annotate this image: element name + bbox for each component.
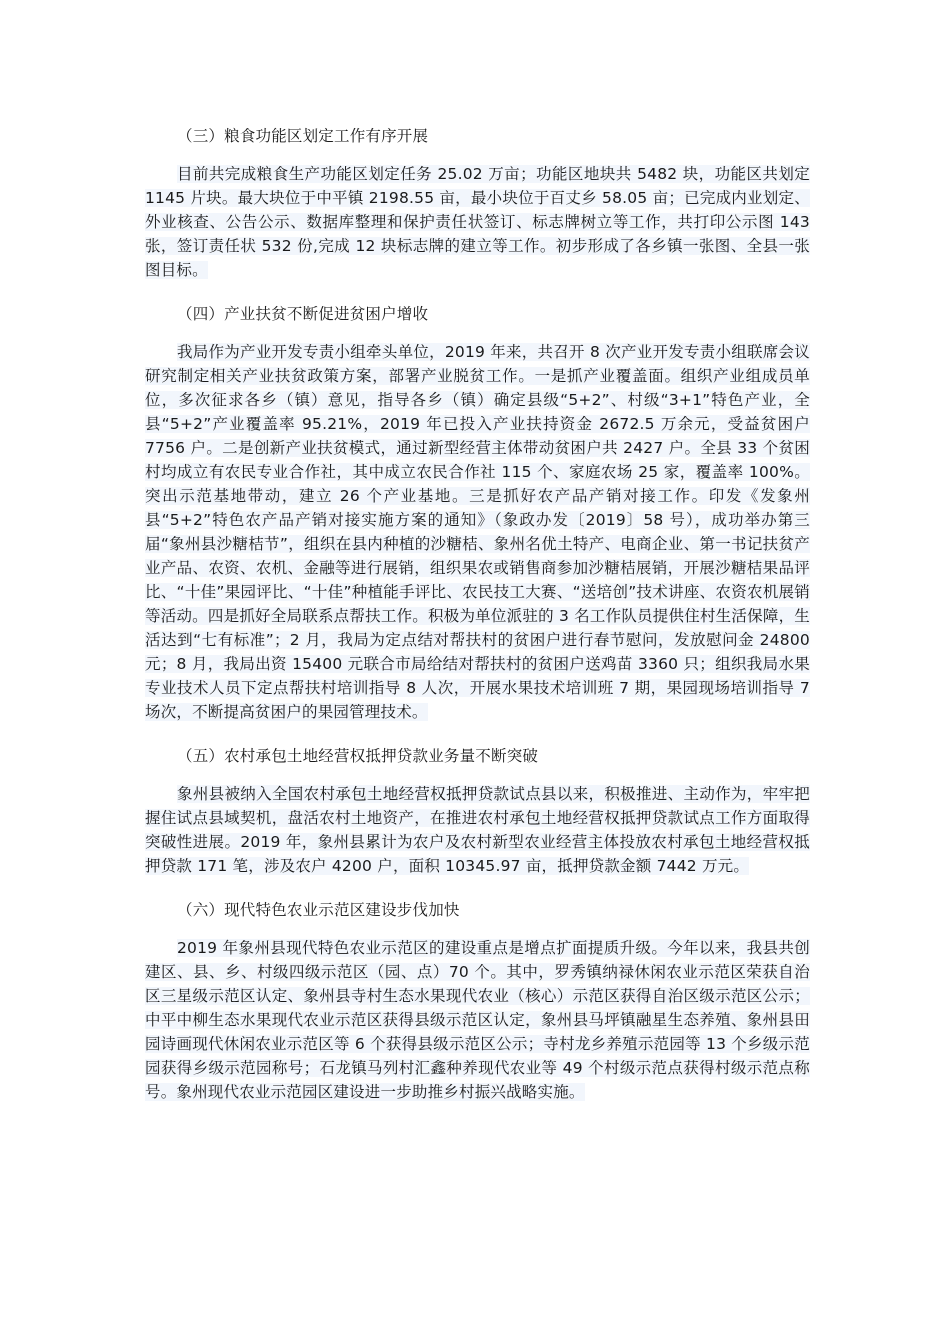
section-heading: （四）产业扶贫不断促进贫困户增收 xyxy=(177,305,429,323)
section-heading: （五）农村承包土地经营权抵押贷款业务量不断突破 xyxy=(177,747,539,765)
section-paragraph: 象州县被纳入全国农村承包土地经营权抵押贷款试点县以来，积极推进、主动作为，牢牢把握住试点县域契机，盘活农村土地资产，在推进农村承包土地经营权抵押贷款试点工作方面取得突破性进展。2019 年，象州县累计为农户及农村新型农业经营主体投放农村承包土地经营权抵押贷款 171 笔，涉及农户 4200 户，面积 10345.97 亩，抵押贷款金额 7442 万元。 xyxy=(145,785,810,875)
section-land-mortgage-loans xyxy=(145,742,810,878)
document-page xyxy=(145,122,810,1122)
section-paragraph: 2019 年象州县现代特色农业示范区的建设重点是增点扩面提质升级。今年以来，我县共创建区、县、乡、村级四级示范区（园、点）70 个。其中，罗秀镇纳禄休闲农业示范区荣获自治区三星级示范区认定、象州县寺村生态水果现代农业（核心）示范区获得自治区级示范区公示；中平中柳生态水果现代农业示范区获得县级示范区认定，象州县马坪镇融星生态养殖、象州县田园诗画现代休闲农业示范区等 6 个获得县级示范区公示；寺村龙乡养殖示范园等 13 个乡级示范园获得乡级示范园称号；石龙镇马列村汇鑫种养现代农业等 49 个村级示范点获得村级示范点称号。象州现代农业示范园区建设进一步助推乡村振兴战略实施。 xyxy=(145,939,810,1101)
section-modern-agriculture-demo-zone xyxy=(145,896,810,1104)
section-heading: （六）现代特色农业示范区建设步伐加快 xyxy=(177,901,460,919)
section-paragraph: 我局作为产业开发专责小组牵头单位，2019 年来，共召开 8 次产业开发专责小组联席会议研究制定相关产业扶贫政策方案，部署产业脱贫工作。一是抓产业覆盖面。组织产业组成员单位，多次征求各乡（镇）意见，指导各乡（镇）确定县级“5+2”、村级“3+1”特色产业，全县“5+2”产业覆盖率 95.21%，2019 年已投入产业扶持资金 2672.5 万余元，受益贫困户 7756 户。二是创新产业扶贫模式，通过新型经营主体带动贫困户共 2427 户。全县 33 个贫困村均成立有农民专业合作社，其中成立农民合作社 115 个、家庭农场 25 家，覆盖率 100%。突出示范基地带动，建立 26 个产业基地。三是抓好农产品产销对接工作。印发《发象州县“5+2”特色农产品产销对接实施方案的通知》（象政办发〔2019〕58 号），成功举办第三届“象州县沙糖桔节”，组织在县内种植的沙糖桔、象州名优土特产、电商企业、第一书记扶贫产业产品、农资、农机、金融等进行展销，组织果农或销售商参加沙糖桔展销，开展沙糖桔果品评比、“十佳”果园评比、“十佳”种植能手评比、农民技工大赛、“送培创”技术讲座、农资农机展销等活动。四是抓好全局联系点帮扶工作。积极为单位派驻的 3 名工作队员提供住村生活保障，生活达到“七有标准”；2 月，我局为定点结对帮扶村的贫困户进行春节慰问，发放慰问金 24800 元；8 月，我局出资 15400 元联合市局给结对帮扶村的贫困户送鸡苗 3360 只；组织我局水果专业技术人员下定点帮扶村培训指导 8 人次，开展水果技术培训班 7 期，果园现场培训指导 7 场次，不断提高贫困户的果园管理技术。 xyxy=(145,343,810,721)
section-paragraph: 目前共完成粮食生产功能区划定任务 25.02 万亩；功能区地块共 5482 块，功能区共划定 1145 片块。最大块位于中平镇 2198.55 亩，最小块位于百丈乡 58.05 亩；已完成内业划定、外业核查、公告公示、数据库整理和保护责任状签订、标志牌树立等工作，共打印公示图 143 张，签订责任状 532 份,完成 12 块标志牌的建立等工作。初步形成了各乡镇一张图、全县一张图目标。 xyxy=(145,165,810,279)
section-industry-poverty-alleviation xyxy=(145,300,810,724)
section-heading: （三）粮食功能区划定工作有序开展 xyxy=(177,127,429,145)
section-grain-function-zone xyxy=(145,122,810,282)
